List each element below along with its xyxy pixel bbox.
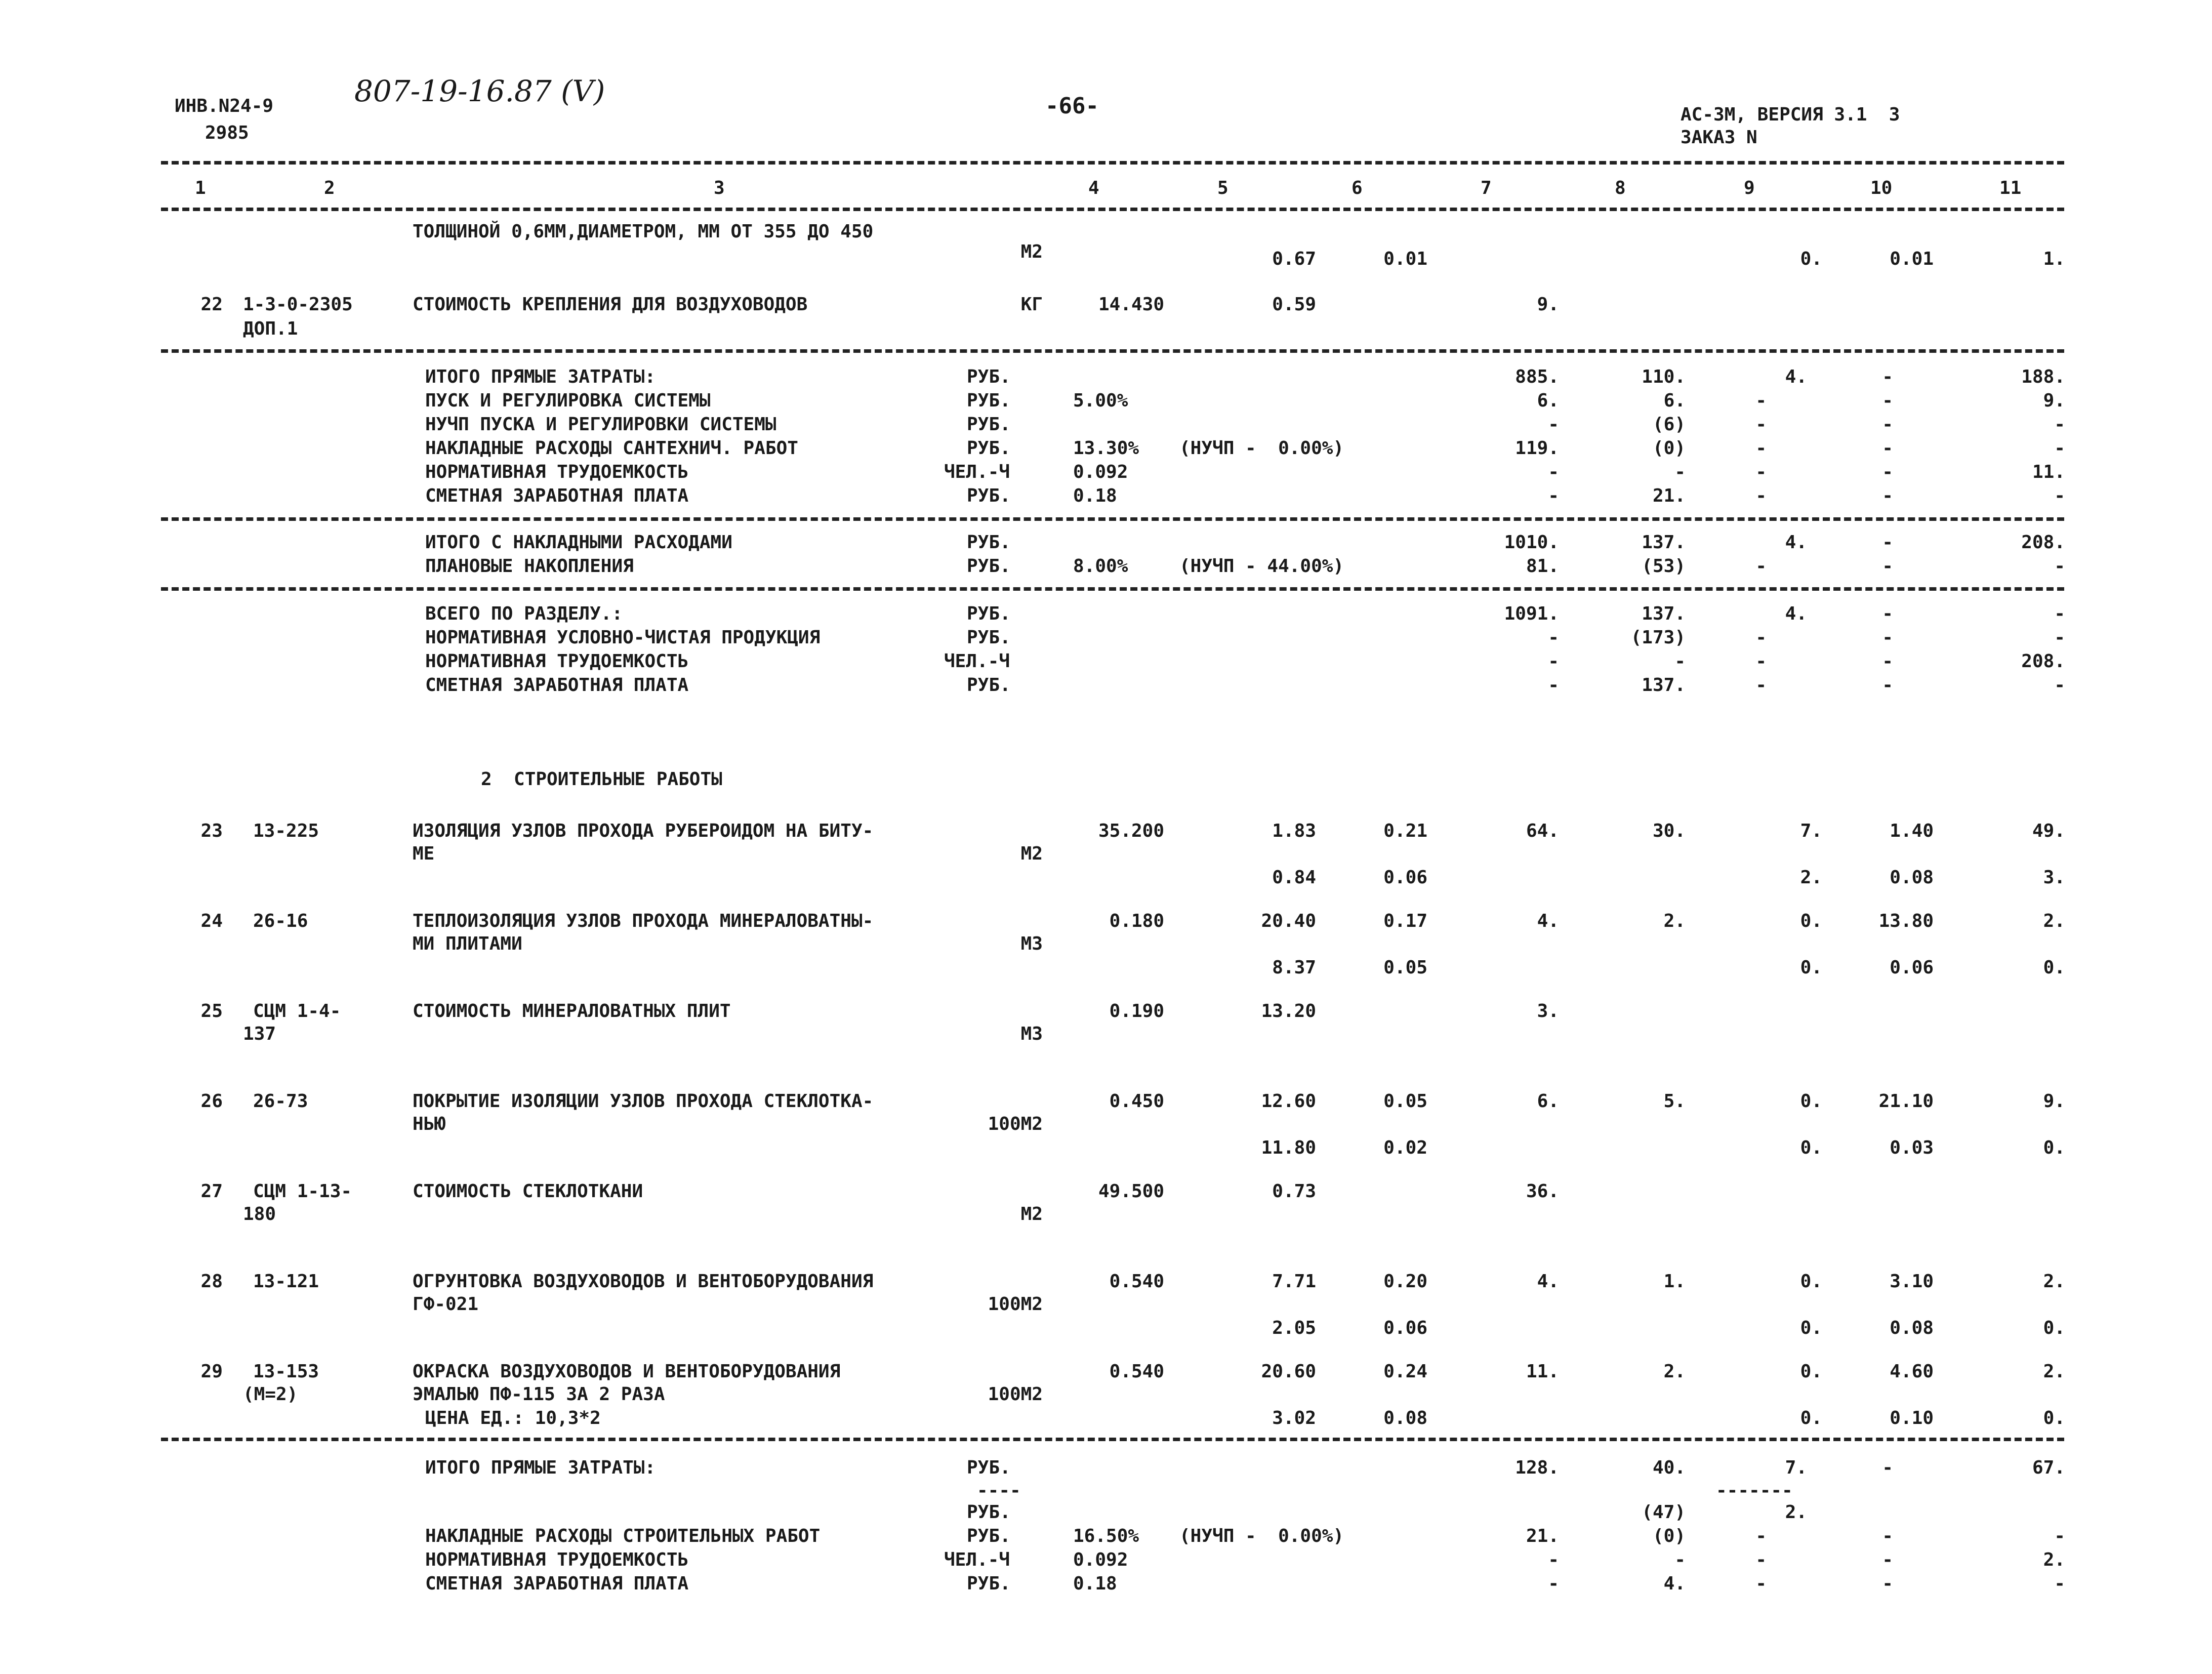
cell-c8: - <box>1674 651 1686 672</box>
cell-sub-c5: 2.05 <box>1272 1318 1316 1338</box>
cell-sub-c9: 0. <box>1800 1318 1822 1338</box>
row-number: 25 <box>200 1001 223 1022</box>
rule-summary-2 <box>161 517 2064 521</box>
summary-note: (НУЧП - 0.00%) <box>1179 1526 1344 1546</box>
cell-c10: - <box>1882 1457 1893 1478</box>
cell-c9: - <box>1755 1573 1767 1594</box>
summary-label: НАКЛАДНЫЕ РАСХОДЫ САНТЕХНИЧ. РАБОТ <box>425 438 798 459</box>
rule-summary-1 <box>161 349 2064 353</box>
row-number: 27 <box>200 1181 223 1202</box>
cell-c9: 2. <box>1785 1502 1807 1523</box>
col-header-2: 2 <box>324 178 335 198</box>
row-description-cont: НЬЮ <box>413 1114 446 1134</box>
cell-c7: - <box>1548 414 1559 435</box>
row-unit: М3 <box>1020 1024 1043 1044</box>
cell-c9: 0. <box>1800 249 1822 269</box>
cell-c9: 0. <box>1800 1271 1822 1292</box>
summary-label: НОРМАТИВНАЯ ТРУДОЕМКОСТЬ <box>425 1549 689 1570</box>
cell-c6: 0.17 <box>1383 911 1427 931</box>
cell-c5: 1.83 <box>1272 821 1316 841</box>
cell-c7: 128. <box>1515 1457 1559 1478</box>
cell-c4: 0.540 <box>1109 1271 1164 1292</box>
summary-unit: РУБ. <box>967 414 1011 435</box>
row-description: ПОКРЫТИЕ ИЗОЛЯЦИИ УЗЛОВ ПРОХОДА СТЕКЛОТКА- <box>413 1091 874 1112</box>
cell-c11: 208. <box>2021 532 2065 553</box>
cell-c5: 0.59 <box>1272 294 1316 315</box>
cell-sub-c10: 0.03 <box>1890 1137 1934 1158</box>
cell-c7: 11. <box>1526 1361 1559 1382</box>
cell-c8: (0) <box>1652 438 1686 459</box>
summary-label: СМЕТНАЯ ЗАРАБОТНАЯ ПЛАТА <box>425 485 689 506</box>
cell-sub-c9: 0. <box>1800 1137 1822 1158</box>
cell-c9: - <box>1755 462 1767 482</box>
row-code: 26-73 <box>253 1091 308 1112</box>
summary-label: НАКЛАДНЫЕ РАСХОДЫ СТРОИТЕЛЬНЫХ РАБОТ <box>425 1526 821 1546</box>
summary-unit: ЧЕЛ.-Ч <box>944 1549 1010 1570</box>
cell-c11: - <box>2054 438 2065 459</box>
cell-c4: 0.180 <box>1109 911 1164 931</box>
row-code: СЦМ 1-4- <box>253 1001 341 1022</box>
row-unit: М3 <box>1020 933 1043 954</box>
cell-c4: 14.430 <box>1098 294 1164 315</box>
cell-c11: 49. <box>2032 821 2065 841</box>
cell-sub-c10: 0.08 <box>1890 867 1934 888</box>
cell-c10: - <box>1882 1573 1893 1594</box>
row-unit: М2 <box>1020 843 1043 864</box>
cell-c7: 21. <box>1526 1526 1559 1546</box>
row-unit: 100М2 <box>988 1294 1043 1315</box>
summary-label: НОРМАТИВНАЯ ТРУДОЕМКОСТЬ <box>425 462 689 482</box>
cell-c4: 0.190 <box>1109 1001 1164 1022</box>
cell-c9: - <box>1755 1549 1767 1570</box>
cell-c8: 1. <box>1663 1271 1686 1292</box>
cell-sub-c10: 0.08 <box>1890 1318 1934 1338</box>
summary-label: ВСЕГО ПО РАЗДЕЛУ.: <box>425 603 623 624</box>
cell-c11: 11. <box>2032 462 2065 482</box>
cell-sub-c9: 0. <box>1800 957 1822 978</box>
cell-sub-c10: 0.06 <box>1890 957 1934 978</box>
cell-c9: 7. <box>1785 1457 1807 1478</box>
cell-c6: 0.05 <box>1383 1091 1427 1112</box>
cell-c10: 3.10 <box>1890 1271 1934 1292</box>
cell-c11: 2. <box>2043 1361 2065 1382</box>
cell-c10: - <box>1882 627 1893 648</box>
cell-c9: 4. <box>1785 366 1807 387</box>
cell-c7: - <box>1548 485 1559 506</box>
inventory-number-2: 2985 <box>205 123 249 143</box>
cell-c8: 4. <box>1663 1573 1686 1594</box>
cell-sub-c6: 0.05 <box>1383 957 1427 978</box>
row-number: 22 <box>200 294 223 315</box>
summary-label: ИТОГО С НАКЛАДНЫМИ РАСХОДАМИ <box>425 532 732 553</box>
cell-c11: 9. <box>2043 1091 2065 1112</box>
row-description: СТОИМОСТЬ МИНЕРАЛОВАТНЫХ ПЛИТ <box>413 1001 731 1022</box>
cell-c8: 2. <box>1663 1361 1686 1382</box>
cell-c7: 1010. <box>1504 532 1559 553</box>
cell-sub-c5: 11.80 <box>1261 1137 1316 1158</box>
summary-rate: 16.50% <box>1073 1526 1139 1546</box>
row-code: 1-3-0-2305 <box>243 294 353 315</box>
row-code-extra: ДОП.1 <box>243 318 298 339</box>
summary-unit: ЧЕЛ.-Ч <box>944 651 1010 672</box>
cell-c11: 208. <box>2021 651 2065 672</box>
cell-c9: 4. <box>1785 532 1807 553</box>
row-unit: М2 <box>1020 241 1043 262</box>
cell-c9: - <box>1755 556 1767 577</box>
section-title: 2 СТРОИТЕЛЬНЫЕ РАБОТЫ <box>481 769 722 790</box>
cell-c9: - <box>1755 438 1767 459</box>
row-number: 28 <box>200 1271 223 1292</box>
cell-c7: 885. <box>1515 366 1559 387</box>
cell-c6: 0.20 <box>1383 1271 1427 1292</box>
row-number: 26 <box>200 1091 223 1112</box>
col-header-4: 4 <box>1088 178 1099 198</box>
col-header-1: 1 <box>195 178 206 198</box>
summary-label: ИТОГО ПРЯМЫЕ ЗАТРАТЫ: <box>425 1457 656 1478</box>
cell-c8: (6) <box>1652 414 1686 435</box>
row-description: ОКРАСКА ВОЗДУХОВОДОВ И ВЕНТОБОРУДОВАНИЯ <box>413 1361 841 1382</box>
cell-c7: 6. <box>1537 390 1559 411</box>
summary-unit: РУБ. <box>967 1526 1011 1546</box>
cell-c10: - <box>1882 651 1893 672</box>
col-header-11: 11 <box>1999 178 2022 198</box>
underline-dashes: ------- <box>1716 1480 1793 1501</box>
cell-c9: 0. <box>1800 1091 1822 1112</box>
summary-note: (НУЧП - 44.00%) <box>1179 556 1344 577</box>
cell-c10: - <box>1882 390 1893 411</box>
cell-c8: 5. <box>1663 1091 1686 1112</box>
cell-c9: - <box>1755 414 1767 435</box>
cell-c8: 2. <box>1663 911 1686 931</box>
col-header-8: 8 <box>1615 178 1626 198</box>
cell-sub-c5: 3.02 <box>1272 1408 1316 1428</box>
summary-rate: 0.092 <box>1073 1549 1128 1570</box>
summary-unit: РУБ. <box>967 390 1011 411</box>
row-description: ИЗОЛЯЦИЯ УЗЛОВ ПРОХОДА РУБЕРОИДОМ НА БИТУ- <box>413 821 874 841</box>
row-number: 24 <box>200 911 223 931</box>
cell-c9: 0. <box>1800 911 1822 931</box>
cell-c7: 4. <box>1537 1271 1559 1292</box>
cell-c11: 67. <box>2032 1457 2065 1478</box>
cell-sub-c9: 2. <box>1800 867 1822 888</box>
cell-c9: - <box>1755 651 1767 672</box>
order-number: ЗАКАЗ N <box>1681 127 1757 148</box>
cell-c7: - <box>1548 627 1559 648</box>
cell-c11: - <box>2054 627 2065 648</box>
cell-c8: - <box>1674 1549 1686 1570</box>
cell-sub-c10: 0.10 <box>1890 1408 1934 1428</box>
cell-c7: 119. <box>1515 438 1559 459</box>
row-code: 13-153 <box>253 1361 319 1382</box>
row-description-cont: МИ ПЛИТАМИ <box>413 933 522 954</box>
summary-label: НОРМАТИВНАЯ УСЛОВНО-ЧИСТАЯ ПРОДУКЦИЯ <box>425 627 821 648</box>
row-unit: 100М2 <box>988 1384 1043 1405</box>
row-code: СЦМ 1-13- <box>253 1181 352 1202</box>
cell-c8: (47) <box>1642 1502 1686 1523</box>
row-number: 29 <box>200 1361 223 1382</box>
cell-c11: 2. <box>2043 1271 2065 1292</box>
cell-c9: 0. <box>1800 1361 1822 1382</box>
cell-c7: 81. <box>1526 556 1559 577</box>
cell-c7: - <box>1548 1549 1559 1570</box>
cell-c4: 49.500 <box>1098 1181 1164 1202</box>
summary-unit: РУБ. <box>967 1502 1011 1523</box>
summary-unit: РУБ. <box>967 1573 1011 1594</box>
cell-c7: 4. <box>1537 911 1559 931</box>
cell-c8: 137. <box>1642 603 1686 624</box>
summary-rate: 0.18 <box>1073 1573 1117 1594</box>
cell-c5: 20.40 <box>1261 911 1316 931</box>
cell-c10: 1.40 <box>1890 821 1934 841</box>
summary-rate: 5.00% <box>1073 390 1128 411</box>
underline-dashes: ---- <box>977 1480 1021 1501</box>
cell-c10: - <box>1882 675 1893 696</box>
summary-rate: 0.18 <box>1073 485 1117 506</box>
cell-c5: 0.73 <box>1272 1181 1316 1202</box>
cell-c9: 7. <box>1800 821 1822 841</box>
cell-c6: 0.24 <box>1383 1361 1427 1382</box>
cell-c11: 9. <box>2043 390 2065 411</box>
row-number: 23 <box>200 821 223 841</box>
cell-c9: - <box>1755 485 1767 506</box>
cell-c11: - <box>2054 485 2065 506</box>
cell-c6: 0.21 <box>1383 821 1427 841</box>
cell-sub-c9: 0. <box>1800 1408 1822 1428</box>
cell-c4: 0.450 <box>1109 1091 1164 1112</box>
cell-c11: - <box>2054 1526 2065 1546</box>
cell-c7: 36. <box>1526 1181 1559 1202</box>
cell-c11: 2. <box>2043 1549 2065 1570</box>
cell-c7: 64. <box>1526 821 1559 841</box>
cell-sub-c11: 0. <box>2043 957 2065 978</box>
col-header-6: 6 <box>1351 178 1363 198</box>
cell-c10: - <box>1882 438 1893 459</box>
cell-c4: 0.540 <box>1109 1361 1164 1382</box>
summary-label: ПЛАНОВЫЕ НАКОПЛЕНИЯ <box>425 556 634 577</box>
summary-rate: 13.30% <box>1073 438 1139 459</box>
col-header-7: 7 <box>1481 178 1492 198</box>
cell-sub-c5: 8.37 <box>1272 957 1316 978</box>
cell-c8: (53) <box>1642 556 1686 577</box>
cell-sub-c11: 0. <box>2043 1137 2065 1158</box>
cell-c7: 9. <box>1537 294 1559 315</box>
summary-unit: РУБ. <box>967 675 1011 696</box>
cell-c11: 188. <box>2021 366 2065 387</box>
row-unit: КГ <box>1020 294 1043 315</box>
program-version: АС-3М, ВЕРСИЯ 3.1 3 <box>1681 104 1900 125</box>
row-code-extra: 137 <box>243 1024 276 1044</box>
cell-c10: 4.60 <box>1890 1361 1934 1382</box>
row-description: ОГРУНТОВКА ВОЗДУХОВОДОВ И ВЕНТОБОРУДОВАНИЯ <box>413 1271 874 1292</box>
cell-c8: - <box>1674 462 1686 482</box>
cell-c11: - <box>2054 556 2065 577</box>
col-header-3: 3 <box>714 178 725 198</box>
row-description: СТОИМОСТЬ КРЕПЛЕНИЯ ДЛЯ ВОЗДУХОВОДОВ <box>413 294 808 315</box>
cell-c10: - <box>1882 366 1893 387</box>
cell-c9: - <box>1755 675 1767 696</box>
summary-unit: РУБ. <box>967 603 1011 624</box>
row-description: СТОИМОСТЬ СТЕКЛОТКАНИ <box>413 1181 643 1202</box>
row-description-cont: ЭМАЛЬЮ ПФ-115 ЗА 2 РАЗА <box>413 1384 665 1405</box>
row-code-extra: 180 <box>243 1204 276 1224</box>
col-header-10: 10 <box>1870 178 1893 198</box>
summary-unit: РУБ. <box>967 485 1011 506</box>
rule-top <box>161 161 2064 165</box>
row-code-extra: (М=2) <box>243 1384 298 1405</box>
cell-c10: - <box>1882 485 1893 506</box>
row-code: 26-16 <box>253 911 308 931</box>
cell-c10: - <box>1882 603 1893 624</box>
summary-unit: РУБ. <box>967 556 1011 577</box>
cell-c11: - <box>2054 675 2065 696</box>
row-description-cont: МЕ <box>413 843 435 864</box>
row-code: 13-121 <box>253 1271 319 1292</box>
summary-label: СМЕТНАЯ ЗАРАБОТНАЯ ПЛАТА <box>425 675 689 696</box>
cell-c8: (0) <box>1652 1526 1686 1546</box>
row-code: 13-225 <box>253 821 319 841</box>
cell-c9: - <box>1755 390 1767 411</box>
cell-c8: 110. <box>1642 366 1686 387</box>
cell-c7: 3. <box>1537 1001 1559 1022</box>
row-description: ТОЛЩИНОЙ 0,6ММ,ДИАМЕТРОМ, ММ ОТ 355 ДО 450 <box>413 221 874 242</box>
cell-sub-c6: 0.06 <box>1383 867 1427 888</box>
row-description: ТЕПЛОИЗОЛЯЦИЯ УЗЛОВ ПРОХОДА МИНЕРАЛОВАТНЫ- <box>413 911 874 931</box>
cell-c5: 12.60 <box>1261 1091 1316 1112</box>
page-number: -66- <box>1045 93 1099 119</box>
summary-unit: РУБ. <box>967 1457 1011 1478</box>
cell-c5: 0.67 <box>1272 249 1316 269</box>
cell-c8: 30. <box>1652 821 1686 841</box>
row-unit: 100М2 <box>988 1114 1043 1134</box>
summary-label: ИТОГО ПРЯМЫЕ ЗАТРАТЫ: <box>425 366 656 387</box>
summary-rate: 0.092 <box>1073 462 1128 482</box>
cell-sub-c11: 3. <box>2043 867 2065 888</box>
cell-c5: 7.71 <box>1272 1271 1316 1292</box>
cell-c8: (173) <box>1630 627 1686 648</box>
cell-c10: - <box>1882 462 1893 482</box>
cell-sub-c6: 0.08 <box>1383 1408 1427 1428</box>
col-header-5: 5 <box>1217 178 1228 198</box>
summary-note: (НУЧП - 0.00%) <box>1179 438 1344 459</box>
cell-c5: 20.60 <box>1261 1361 1316 1382</box>
cell-c7: - <box>1548 651 1559 672</box>
cell-c8: 21. <box>1652 485 1686 506</box>
cell-sub-c6: 0.02 <box>1383 1137 1427 1158</box>
cell-sub-c5: 0.84 <box>1272 867 1316 888</box>
cell-c10: - <box>1882 556 1893 577</box>
cell-c10: 13.80 <box>1878 911 1934 931</box>
row-unit: М2 <box>1020 1204 1043 1224</box>
cell-c9: - <box>1755 1526 1767 1546</box>
cell-c10: - <box>1882 414 1893 435</box>
cell-c11: - <box>2054 603 2065 624</box>
cell-c10: - <box>1882 532 1893 553</box>
cell-c8: 137. <box>1642 532 1686 553</box>
cell-c8: 6. <box>1663 390 1686 411</box>
cell-c6: 0.01 <box>1383 249 1427 269</box>
summary-unit: РУБ. <box>967 627 1011 648</box>
cell-c8: 40. <box>1652 1457 1686 1478</box>
cell-c4: 35.200 <box>1098 821 1164 841</box>
cell-sub-c6: 0.06 <box>1383 1318 1427 1338</box>
summary-rate: 8.00% <box>1073 556 1128 577</box>
summary-unit: РУБ. <box>967 438 1011 459</box>
summary-label: СМЕТНАЯ ЗАРАБОТНАЯ ПЛАТА <box>425 1573 689 1594</box>
cell-c9: 4. <box>1785 603 1807 624</box>
handwritten-project-code: 807-19-16.87 (V) <box>354 74 605 108</box>
cell-c11: - <box>2054 1573 2065 1594</box>
unit-price-note: ЦЕНА ЕД.: 10,3*2 <box>425 1408 601 1428</box>
cell-c10: 0.01 <box>1890 249 1934 269</box>
cell-c11: 2. <box>2043 911 2065 931</box>
summary-label: ПУСК И РЕГУЛИРОВКА СИСТЕМЫ <box>425 390 711 411</box>
cell-sub-c11: 0. <box>2043 1408 2065 1428</box>
cell-c7: - <box>1548 1573 1559 1594</box>
cell-c7: - <box>1548 462 1559 482</box>
summary-label: НОРМАТИВНАЯ ТРУДОЕМКОСТЬ <box>425 651 689 672</box>
rule-summary-3 <box>161 587 2064 591</box>
summary-label: НУЧП ПУСКА И РЕГУЛИРОВКИ СИСТЕМЫ <box>425 414 776 435</box>
summary-unit: ЧЕЛ.-Ч <box>944 462 1010 482</box>
inventory-number: ИНВ.N24-9 <box>175 96 274 116</box>
summary-unit: РУБ. <box>967 366 1011 387</box>
cell-c7: 6. <box>1537 1091 1559 1112</box>
cell-c11: 1. <box>2043 249 2065 269</box>
cell-c10: - <box>1882 1549 1893 1570</box>
rule-header <box>161 208 2064 211</box>
cell-c11: - <box>2054 414 2065 435</box>
cell-c5: 13.20 <box>1261 1001 1316 1022</box>
cell-c10: 21.10 <box>1878 1091 1934 1112</box>
cell-c9: - <box>1755 627 1767 648</box>
rule-summary-4 <box>161 1438 2064 1441</box>
col-header-9: 9 <box>1744 178 1755 198</box>
row-description-cont: ГФ-021 <box>413 1294 479 1315</box>
cell-sub-c11: 0. <box>2043 1318 2065 1338</box>
cell-c8: 137. <box>1642 675 1686 696</box>
summary-unit: РУБ. <box>967 532 1011 553</box>
cell-c7: - <box>1548 675 1559 696</box>
cell-c10: - <box>1882 1526 1893 1546</box>
cell-c7: 1091. <box>1504 603 1559 624</box>
